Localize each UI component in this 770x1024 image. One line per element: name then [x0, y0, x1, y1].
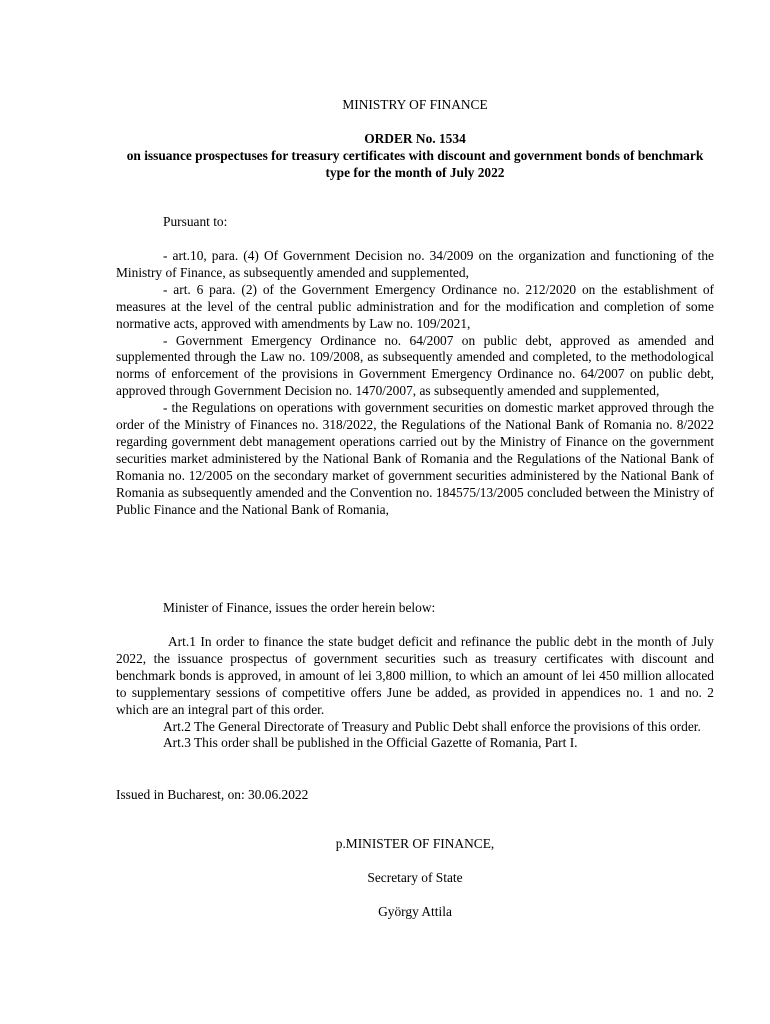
ministry-heading: MINISTRY OF FINANCE [342, 97, 488, 112]
pursuant-label: Pursuant to: [163, 214, 228, 229]
legal-basis-item: - art. 6 para. (2) of the Government Emergency Ordinance no. 212/2020 on the establishment of measures at the level of the central public administration and for the modification and completion of some normative acts, approved with amendments by Law no. 109/2021, [116, 281, 714, 331]
signature-role: Secretary of State [367, 870, 463, 885]
legal-basis-item: - the Regulations on operations with government securities on domestic market approved through the order of the Ministry of Finances no. 318/2022, the Regulations of the National Bank of Romania no. 8/2022 regarding government debt management operations carried out by the Ministry of Finance on the government securities market administered by the National Bank of Romania and the Regulations of the National Bank of Romania no. 12/2005 on the secondary market of government securities administered by the National Bank of Romania as subsequently amended and the Convention no. 184575/13/2005 concluded between the Ministry of Public Finance and the National Bank of Romania, [116, 400, 714, 517]
signature-name: György Attila [378, 904, 452, 919]
article-2: Art.2 The General Directorate of Treasury and Public Debt shall enforce the provisions of this order. [163, 718, 701, 734]
article-3: Art.3 This order shall be published in the Official Gazette of Romania, Part I. [163, 735, 578, 751]
legal-basis-item: - art.10, para. (4) Of Government Decision no. 34/2009 on the organization and functioning of the Ministry of Finance, as subsequently amended and supplemented, [116, 248, 714, 280]
article-1: Art.1 In order to finance the state budget deficit and refinance the public debt in the month of July 2022, the issuance prospectus of government securities such as treasury certificates with discount and benchmark bonds is approved, in amount of lei 3,800 million, to which an amount of lei 450 million allocated to supplementary sessions of competitive offers June be added, as provided in appendices no. 1 and no. 2 which are an integral part of this order. [116, 634, 714, 717]
order-title-block [116, 131, 714, 182]
document-page [116, 0, 714, 1024]
articles-list [116, 634, 714, 752]
order-number: ORDER No. 1534 [364, 131, 466, 146]
minister-statement: Minister of Finance, issues the order herein below: [163, 600, 436, 615]
legal-basis-item: - Government Emergency Ordinance no. 64/2007 on public debt, approved as amended and supplemented through the Law no. 109/2008, as subsequently amended and completed, to the methodological norms of enforcement of the provisions in Government Emergency Ordinance no. 64/2007 on public debt, approved through Government Decision no. 1470/2007, as subsequently amended and supplemented, [116, 332, 714, 399]
signature-title: p.MINISTER OF FINANCE, [335, 836, 495, 851]
order-subject: on issuance prospectuses for treasury certificates with discount and government bonds of benchmark type for the month of July 2022 [126, 147, 704, 180]
issued-date-line: Issued in Bucharest, on: 30.06.2022 [116, 787, 309, 802]
legal-basis-list [116, 248, 714, 519]
